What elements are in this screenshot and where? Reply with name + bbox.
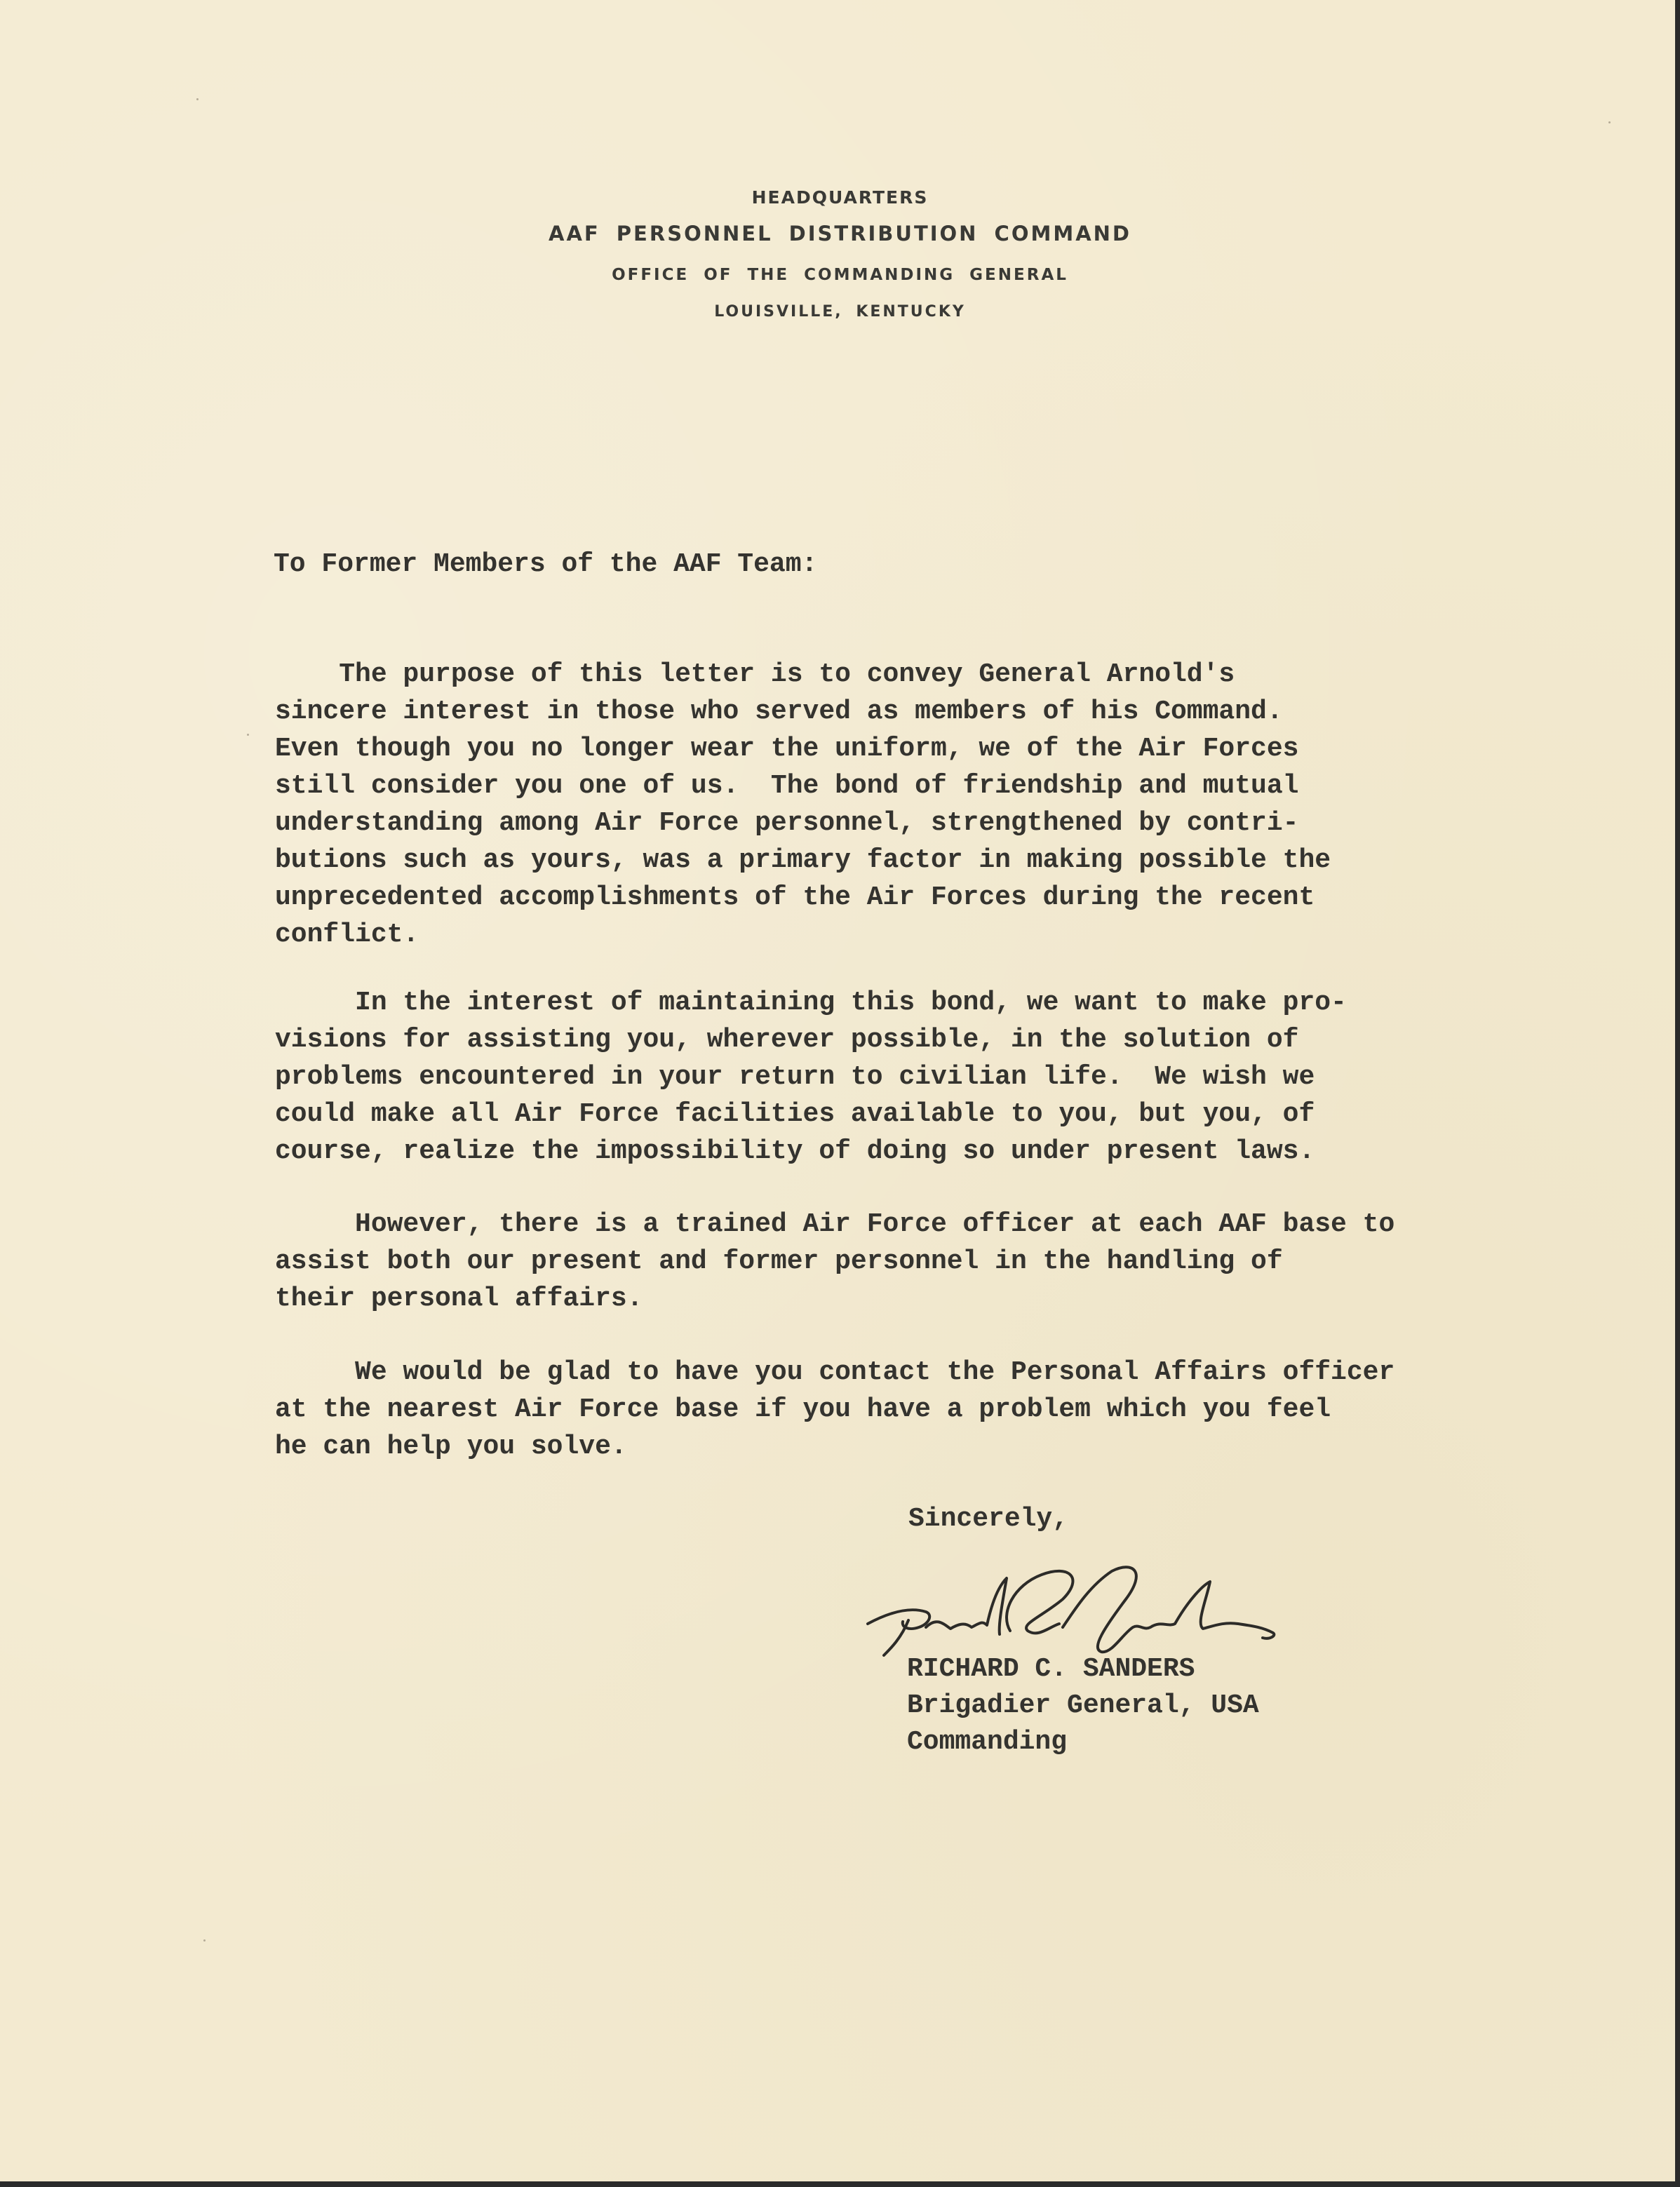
paragraph-line: assist both our present and former personnel in the handling of: [275, 1246, 1283, 1277]
paragraph-line: conflict.: [275, 920, 419, 950]
paragraph-line: their personal affairs.: [275, 1284, 643, 1314]
paragraph-line: sincere interest in those who served as members of his Command.: [275, 697, 1283, 727]
paragraph-line: butions such as yours, was a primary factor in making possible the: [275, 845, 1331, 875]
letterhead-headquarters: HEADQUARTERS: [751, 187, 929, 208]
paragraph-line: course, realize the impossibility of doing so under present laws.: [275, 1136, 1315, 1166]
letterhead-command: AAF PERSONNEL DISTRIBUTION COMMAND: [549, 222, 1131, 245]
signature-stroke: [868, 1578, 1007, 1655]
paragraph-line: In the interest of maintaining this bond, we want to make pro-: [275, 988, 1347, 1018]
paragraph-3: [275, 1206, 1395, 1317]
paragraph-line: The purpose of this letter is to convey General Arnold's: [275, 659, 1235, 689]
paragraph-line: visions for assisting you, wherever possible, in the solution of: [275, 1025, 1299, 1055]
paragraph-line: However, there is a trained Air Force officer at each AAF base to: [275, 1209, 1395, 1239]
paragraph-line: unprecedented accomplishments of the Air Forces during the recent: [275, 882, 1315, 913]
handwritten-signature: [859, 1543, 1294, 1662]
signature-stroke: [1063, 1567, 1274, 1652]
paragraph-1: [275, 656, 1331, 953]
paragraph-line: at the nearest Air Force base if you have a problem which you feel: [275, 1394, 1331, 1425]
signer-name: RICHARD C. SANDERS: [907, 1654, 1195, 1684]
signer-role: Commanding: [907, 1727, 1068, 1757]
paragraph-line: still consider you one of us. The bond of friendship and mutual: [275, 771, 1299, 801]
letterhead-office: OFFICE OF THE COMMANDING GENERAL: [612, 266, 1068, 284]
paragraph-line: could make all Air Force facilities available to you, but you, of: [275, 1099, 1315, 1129]
signature-stroke: [1007, 1571, 1073, 1633]
paragraph-line: problems encountered in your return to civilian life. We wish we: [275, 1062, 1315, 1092]
paragraph-line: understanding among Air Force personnel, strengthened by contri-: [275, 808, 1299, 838]
paper-speck: [203, 1939, 206, 1942]
letterhead-location: LOUISVILLE, KENTUCKY: [714, 303, 966, 321]
paragraph-2: [275, 984, 1347, 1170]
paragraph-line: Even though you no longer wear the uniform, we of the Air Forces: [275, 734, 1299, 764]
signer-title: Brigadier General, USA: [907, 1690, 1259, 1721]
paragraph-4: [275, 1354, 1395, 1465]
paper-speck: [247, 734, 249, 736]
paper-speck: [196, 98, 199, 100]
paper-speck: [1608, 121, 1611, 123]
salutation: To Former Members of the AAF Team:: [274, 549, 818, 579]
signature-block: [907, 1651, 1259, 1761]
paragraph-line: We would be glad to have you contact the Personal Affairs officer: [275, 1357, 1395, 1387]
paragraph-line: he can help you solve.: [275, 1432, 627, 1462]
closing: Sincerely,: [908, 1504, 1069, 1534]
